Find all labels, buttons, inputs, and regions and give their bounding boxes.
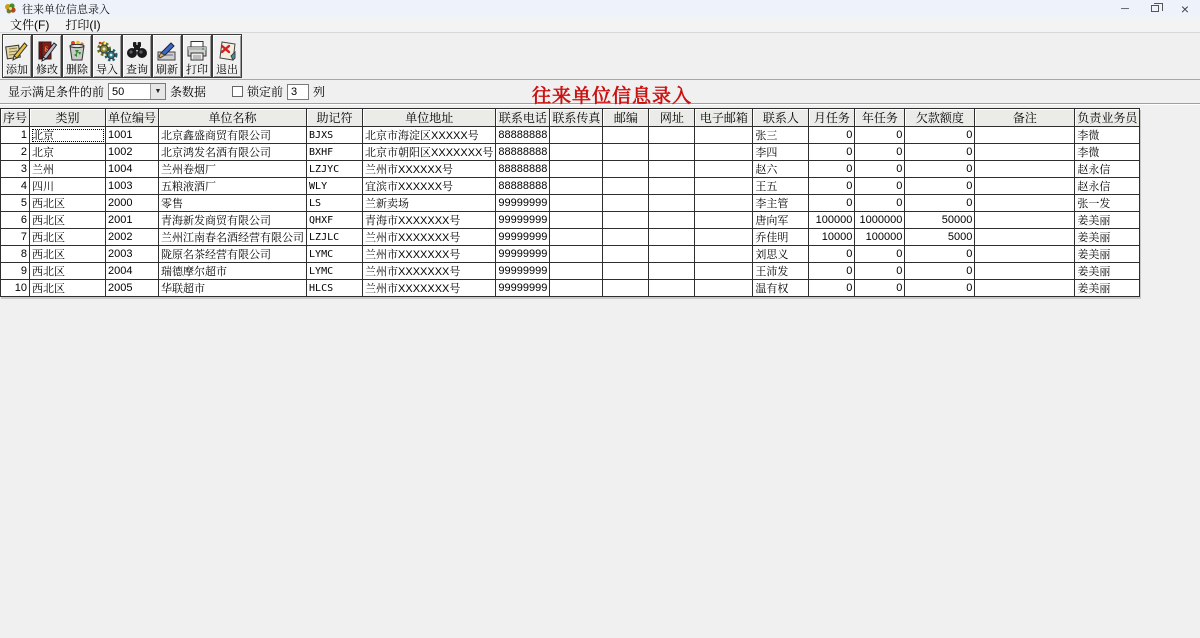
table-cell-nianrenwu[interactable]: 0	[855, 246, 905, 263]
table-cell-bianhao[interactable]: 2003	[106, 246, 159, 263]
table-cell-zhujifu[interactable]: LS	[307, 195, 363, 212]
column-header-qiankuan: 欠款额度	[905, 109, 975, 127]
table-cell-chuanzhen[interactable]	[550, 127, 603, 144]
table-cell-dizhi[interactable]: 兰州市XXXXXXX号	[363, 280, 496, 297]
table-row	[1, 229, 1140, 246]
table-cell-mingcheng[interactable]: 瑞德摩尔超市	[159, 263, 307, 280]
lock-count-input[interactable]: 3	[287, 84, 309, 100]
table-cell-qiankuan[interactable]: 0	[905, 144, 975, 161]
printer-icon	[185, 39, 209, 63]
column-header-mingcheng: 单位名称	[159, 109, 307, 127]
close-button[interactable]	[1170, 0, 1200, 17]
table-cell-leibie[interactable]: 西北区	[30, 195, 106, 212]
table-cell-youbian[interactable]	[603, 229, 649, 246]
book-pen-icon	[35, 39, 59, 63]
table-cell-xuhao[interactable]: 10	[1, 280, 30, 297]
table-cell-dianhua[interactable]: 88888888	[496, 178, 550, 195]
table-cell-yewuyuan[interactable]: 李微	[1075, 144, 1140, 161]
column-header-yewuyuan: 负责业务员	[1075, 109, 1140, 127]
grid-container	[0, 108, 1200, 297]
table-cell-yuerenwu[interactable]: 0	[809, 246, 855, 263]
table-cell-yuerenwu[interactable]: 0	[809, 144, 855, 161]
table-cell-nianrenwu[interactable]: 0	[855, 263, 905, 280]
table-cell-lianxiren[interactable]: 温有权	[753, 280, 809, 297]
table-cell-yewuyuan[interactable]: 姜美丽	[1075, 246, 1140, 263]
table-cell-qiankuan[interactable]: 0	[905, 127, 975, 144]
import-button-label: 导入	[96, 64, 118, 76]
limit-combobox-value: 50	[112, 85, 125, 98]
table-cell-qiankuan[interactable]: 0	[905, 161, 975, 178]
table-cell-xuhao[interactable]: 7	[1, 229, 30, 246]
table-cell-yewuyuan[interactable]: 姜美丽	[1075, 229, 1140, 246]
table-cell-wangzhi[interactable]	[649, 263, 695, 280]
table-cell-wangzhi[interactable]	[649, 229, 695, 246]
modify-button[interactable]	[32, 34, 62, 78]
table-cell-dianhua[interactable]: 99999999	[496, 280, 550, 297]
table-cell-youxiang[interactable]	[695, 195, 753, 212]
table-cell-zhujifu[interactable]: LZJYC	[307, 161, 363, 178]
table-cell-leibie[interactable]: 北京	[30, 127, 106, 144]
table-cell-lianxiren[interactable]: 张三	[753, 127, 809, 144]
app-icon	[4, 2, 17, 15]
table-cell-lianxiren[interactable]: 唐向军	[753, 212, 809, 229]
table-cell-leibie[interactable]: 西北区	[30, 229, 106, 246]
table-cell-mingcheng[interactable]: 兰州江南春名酒经营有限公司	[159, 229, 307, 246]
table-cell-xuhao[interactable]: 3	[1, 161, 30, 178]
table-cell-dianhua[interactable]: 99999999	[496, 212, 550, 229]
limit-suffix-label: 条数据	[170, 85, 207, 99]
table-cell-youxiang[interactable]	[695, 246, 753, 263]
modify-button-label: 修改	[36, 64, 58, 76]
minimize-button[interactable]	[1110, 0, 1140, 17]
table-cell-chuanzhen[interactable]	[550, 246, 603, 263]
table-cell-bianhao[interactable]: 2005	[106, 280, 159, 297]
table-cell-nianrenwu[interactable]: 0	[855, 280, 905, 297]
column-header-nianrenwu: 年任务	[855, 109, 905, 127]
table-cell-qiankuan[interactable]: 0	[905, 280, 975, 297]
table-cell-yuerenwu[interactable]: 0	[809, 195, 855, 212]
chevron-down-icon[interactable]: ▼	[150, 84, 165, 99]
table-cell-xuhao[interactable]: 1	[1, 127, 30, 144]
table-cell-bianhao[interactable]: 2001	[106, 212, 159, 229]
table-row	[1, 178, 1140, 195]
table-cell-xuhao[interactable]: 2	[1, 144, 30, 161]
table-cell-yewuyuan[interactable]: 赵永信	[1075, 161, 1140, 178]
table-cell-mingcheng[interactable]: 青海新发商贸有限公司	[159, 212, 307, 229]
notepad-pencil-icon	[5, 39, 29, 63]
table-cell-nianrenwu[interactable]: 0	[855, 144, 905, 161]
table-cell-wangzhi[interactable]	[649, 144, 695, 161]
table-cell-bianhao[interactable]: 2004	[106, 263, 159, 280]
table-cell-mingcheng[interactable]: 零售	[159, 195, 307, 212]
table-cell-dianhua[interactable]: 88888888	[496, 144, 550, 161]
delete-button[interactable]	[62, 34, 92, 78]
table-cell-xuhao[interactable]: 5	[1, 195, 30, 212]
refresh-button-label: 刷新	[156, 64, 178, 76]
exit-button[interactable]	[212, 34, 242, 78]
table-cell-yuerenwu[interactable]: 0	[809, 161, 855, 178]
table-row	[1, 127, 1140, 144]
table-cell-leibie[interactable]: 西北区	[30, 280, 106, 297]
query-button-label: 查询	[126, 64, 148, 76]
filter-row	[0, 80, 1200, 107]
table-cell-youxiang[interactable]	[695, 229, 753, 246]
table-cell-qiankuan[interactable]: 0	[905, 195, 975, 212]
limit-combobox[interactable]	[108, 83, 166, 100]
table-cell-bianhao[interactable]: 1001	[106, 127, 159, 144]
table-row	[1, 144, 1140, 161]
table-cell-yewuyuan[interactable]: 李微	[1075, 127, 1140, 144]
table-cell-xuhao[interactable]: 6	[1, 212, 30, 229]
table-cell-wangzhi[interactable]	[649, 280, 695, 297]
table-cell-chuanzhen[interactable]	[550, 229, 603, 246]
table-cell-yewuyuan[interactable]: 张一发	[1075, 195, 1140, 212]
table-cell-beizhu[interactable]	[975, 195, 1075, 212]
table-cell-leibie[interactable]: 西北区	[30, 263, 106, 280]
column-header-wangzhi: 网址	[649, 109, 695, 127]
restore-icon	[1151, 5, 1159, 12]
table-cell-mingcheng[interactable]: 五粮液酒厂	[159, 178, 307, 195]
table-cell-leibie[interactable]: 兰州	[30, 161, 106, 178]
column-header-xuhao: 序号	[1, 109, 30, 127]
page-title: 往来单位信息录入	[531, 86, 693, 107]
table-cell-youbian[interactable]	[603, 127, 649, 144]
table-cell-dizhi[interactable]: 宜滨市XXXXXX号	[363, 178, 496, 195]
minimize-icon: ─	[1121, 2, 1129, 15]
table-cell-dizhi[interactable]: 北京市朝阳区XXXXXXX号	[363, 144, 496, 161]
table-cell-nianrenwu[interactable]: 1000000	[855, 212, 905, 229]
table-cell-mingcheng[interactable]: 华联超市	[159, 280, 307, 297]
table-cell-youxiang[interactable]	[695, 263, 753, 280]
table-cell-dizhi[interactable]: 兰州市XXXXXXX号	[363, 246, 496, 263]
close-icon: ×	[1180, 0, 1190, 17]
column-header-bianhao: 单位编号	[106, 109, 159, 127]
table-cell-lianxiren[interactable]: 赵六	[753, 161, 809, 178]
table-cell-lianxiren[interactable]: 李四	[753, 144, 809, 161]
print-button[interactable]	[182, 34, 212, 78]
table-cell-beizhu[interactable]	[975, 246, 1075, 263]
table-cell-wangzhi[interactable]	[649, 212, 695, 229]
add-button[interactable]	[2, 34, 32, 78]
table-cell-dianhua[interactable]: 88888888	[496, 161, 550, 178]
table-cell-nianrenwu[interactable]: 100000	[855, 229, 905, 246]
table-cell-nianrenwu[interactable]: 0	[855, 127, 905, 144]
table-cell-xuhao[interactable]: 8	[1, 246, 30, 263]
table-cell-wangzhi[interactable]	[649, 246, 695, 263]
table-cell-youxiang[interactable]	[695, 144, 753, 161]
table-cell-yuerenwu[interactable]: 100000	[809, 212, 855, 229]
table-cell-dizhi[interactable]: 兰新卖场	[363, 195, 496, 212]
lock-suffix-label: 列	[313, 85, 326, 99]
table-cell-bianhao[interactable]: 1002	[106, 144, 159, 161]
table-cell-beizhu[interactable]	[975, 212, 1075, 229]
table-cell-qiankuan[interactable]: 5000	[905, 229, 975, 246]
table-cell-dizhi[interactable]: 青海市XXXXXXX号	[363, 212, 496, 229]
restore-button[interactable]	[1140, 0, 1170, 17]
column-header-dizhi: 单位地址	[363, 109, 496, 127]
table-cell-yuerenwu[interactable]: 0	[809, 263, 855, 280]
table-cell-zhujifu[interactable]: LZJLC	[307, 229, 363, 246]
table-cell-wangzhi[interactable]	[649, 127, 695, 144]
table-cell-wangzhi[interactable]	[649, 161, 695, 178]
table-cell-bianhao[interactable]: 1004	[106, 161, 159, 178]
refresh-button[interactable]	[152, 34, 182, 78]
data-grid	[0, 108, 1140, 297]
table-cell-dianhua[interactable]: 88888888	[496, 127, 550, 144]
limit-prefix-label: 显示满足条件的前	[8, 85, 105, 99]
column-header-youbian: 邮编	[603, 109, 649, 127]
table-cell-youxiang[interactable]	[695, 127, 753, 144]
table-cell-leibie[interactable]: 北京	[30, 144, 106, 161]
lock-columns-checkbox[interactable]	[232, 86, 243, 97]
table-cell-leibie[interactable]: 西北区	[30, 246, 106, 263]
table-cell-chuanzhen[interactable]	[550, 144, 603, 161]
table-cell-mingcheng[interactable]: 北京鑫盛商贸有限公司	[159, 127, 307, 144]
table-cell-beizhu[interactable]	[975, 263, 1075, 280]
table-cell-beizhu[interactable]	[975, 280, 1075, 297]
exit-button-label: 退出	[216, 64, 238, 76]
table-cell-bianhao[interactable]: 1003	[106, 178, 159, 195]
trash-burn-icon	[65, 39, 89, 63]
lock-prefix-label: 锁定前	[247, 85, 284, 99]
import-button[interactable]	[92, 34, 122, 78]
table-cell-zhujifu[interactable]: BXHF	[307, 144, 363, 161]
table-cell-chuanzhen[interactable]	[550, 195, 603, 212]
table-cell-mingcheng[interactable]: 兰州卷烟厂	[159, 161, 307, 178]
table-cell-youbian[interactable]	[603, 246, 649, 263]
column-header-zhujifu: 助记符	[307, 109, 363, 127]
svg-text:§: §	[44, 45, 49, 55]
table-cell-lianxiren[interactable]: 刘思义	[753, 246, 809, 263]
table-row	[1, 195, 1140, 212]
table-cell-bianhao[interactable]: 2002	[106, 229, 159, 246]
column-header-lianxiren: 联系人	[753, 109, 809, 127]
table-cell-zhujifu[interactable]: HLCS	[307, 280, 363, 297]
table-cell-zhujifu[interactable]: LYMC	[307, 246, 363, 263]
table-cell-dianhua[interactable]: 99999999	[496, 195, 550, 212]
table-row	[1, 263, 1140, 280]
table-cell-yewuyuan[interactable]: 姜美丽	[1075, 263, 1140, 280]
table-cell-youbian[interactable]	[603, 280, 649, 297]
toolbar	[0, 32, 1200, 80]
table-cell-beizhu[interactable]	[975, 229, 1075, 246]
table-cell-youbian[interactable]	[603, 178, 649, 195]
table-cell-yuerenwu[interactable]: 0	[809, 280, 855, 297]
table-cell-chuanzhen[interactable]	[550, 178, 603, 195]
table-cell-chuanzhen[interactable]	[550, 280, 603, 297]
table-cell-leibie[interactable]: 西北区	[30, 212, 106, 229]
table-cell-chuanzhen[interactable]	[550, 263, 603, 280]
table-cell-yewuyuan[interactable]: 姜美丽	[1075, 212, 1140, 229]
table-cell-yuerenwu[interactable]: 0	[809, 178, 855, 195]
table-cell-mingcheng[interactable]: 北京鸿发名酒有限公司	[159, 144, 307, 161]
table-cell-xuhao[interactable]: 4	[1, 178, 30, 195]
table-cell-youxiang[interactable]	[695, 178, 753, 195]
table-cell-leibie[interactable]: 四川	[30, 178, 106, 195]
table-cell-bianhao[interactable]: 2000	[106, 195, 159, 212]
header-row	[1, 109, 1140, 127]
table-cell-lianxiren[interactable]: 李主管	[753, 195, 809, 212]
table-cell-youbian[interactable]	[603, 161, 649, 178]
menu-file[interactable]: 文件(F)	[10, 18, 50, 32]
table-cell-youxiang[interactable]	[695, 212, 753, 229]
table-cell-zhujifu[interactable]: LYMC	[307, 263, 363, 280]
table-cell-youbian[interactable]	[603, 195, 649, 212]
table-cell-beizhu[interactable]	[975, 178, 1075, 195]
table-cell-youbian[interactable]	[603, 212, 649, 229]
table-cell-xuhao[interactable]: 9	[1, 263, 30, 280]
table-cell-chuanzhen[interactable]	[550, 212, 603, 229]
table-cell-yuerenwu[interactable]: 10000	[809, 229, 855, 246]
menu-bar	[0, 17, 1200, 32]
column-header-dianhua: 联系电话	[496, 109, 550, 127]
table-cell-yuerenwu[interactable]: 0	[809, 127, 855, 144]
table-row	[1, 212, 1140, 229]
window-title: 往来单位信息录入	[22, 3, 110, 16]
print-button-label: 打印	[186, 64, 208, 76]
table-cell-wangzhi[interactable]	[649, 178, 695, 195]
table-cell-dizhi[interactable]: 兰州市XXXXXXX号	[363, 229, 496, 246]
table-cell-wangzhi[interactable]	[649, 195, 695, 212]
table-cell-qiankuan[interactable]: 50000	[905, 212, 975, 229]
table-cell-dianhua[interactable]: 99999999	[496, 246, 550, 263]
table-cell-zhujifu[interactable]: QHXF	[307, 212, 363, 229]
gears-icon	[95, 39, 119, 63]
menu-print[interactable]: 打印(I)	[65, 18, 101, 32]
brush-printer-icon	[155, 39, 179, 63]
table-cell-dianhua[interactable]: 99999999	[496, 229, 550, 246]
query-button[interactable]	[122, 34, 152, 78]
table-cell-youxiang[interactable]	[695, 280, 753, 297]
delete-button-label: 删除	[66, 64, 88, 76]
column-header-leibie: 类别	[30, 109, 106, 127]
table-cell-dizhi[interactable]: 兰州市XXXXXX号	[363, 161, 496, 178]
table-cell-qiankuan[interactable]: 0	[905, 178, 975, 195]
table-cell-nianrenwu[interactable]: 0	[855, 178, 905, 195]
table-cell-qiankuan[interactable]: 0	[905, 246, 975, 263]
table-cell-lianxiren[interactable]: 乔佳明	[753, 229, 809, 246]
table-cell-dizhi[interactable]: 北京市海淀区XXXXX号	[363, 127, 496, 144]
table-row	[1, 280, 1140, 297]
table-cell-nianrenwu[interactable]: 0	[855, 195, 905, 212]
table-cell-yewuyuan[interactable]: 赵永信	[1075, 178, 1140, 195]
table-cell-beizhu[interactable]	[975, 144, 1075, 161]
column-header-chuanzhen: 联系传真	[550, 109, 603, 127]
table-cell-youbian[interactable]	[603, 144, 649, 161]
table-cell-yewuyuan[interactable]: 姜美丽	[1075, 280, 1140, 297]
column-header-youxiang: 电子邮箱	[695, 109, 753, 127]
table-cell-youbian[interactable]	[603, 263, 649, 280]
column-header-beizhu: 备注	[975, 109, 1075, 127]
table-cell-mingcheng[interactable]: 陇原名茶经营有限公司	[159, 246, 307, 263]
table-cell-chuanzhen[interactable]	[550, 161, 603, 178]
table-cell-lianxiren[interactable]: 王沛发	[753, 263, 809, 280]
table-row	[1, 246, 1140, 263]
column-header-yuerenwu: 月任务	[809, 109, 855, 127]
table-cell-qiankuan[interactable]: 0	[905, 263, 975, 280]
table-cell-dizhi[interactable]: 兰州市XXXXXXX号	[363, 263, 496, 280]
table-row	[1, 161, 1140, 178]
add-button-label: 添加	[6, 64, 28, 76]
table-cell-zhujifu[interactable]: BJXS	[307, 127, 363, 144]
table-cell-beizhu[interactable]	[975, 161, 1075, 178]
table-cell-dianhua[interactable]: 99999999	[496, 263, 550, 280]
table-cell-beizhu[interactable]	[975, 127, 1075, 144]
table-cell-lianxiren[interactable]: 王五	[753, 178, 809, 195]
title-bar	[0, 0, 1200, 17]
binoculars-icon	[125, 39, 149, 63]
table-cell-nianrenwu[interactable]: 0	[855, 161, 905, 178]
exit-door-icon	[215, 39, 239, 63]
table-cell-zhujifu[interactable]: WLY	[307, 178, 363, 195]
table-cell-youxiang[interactable]	[695, 161, 753, 178]
